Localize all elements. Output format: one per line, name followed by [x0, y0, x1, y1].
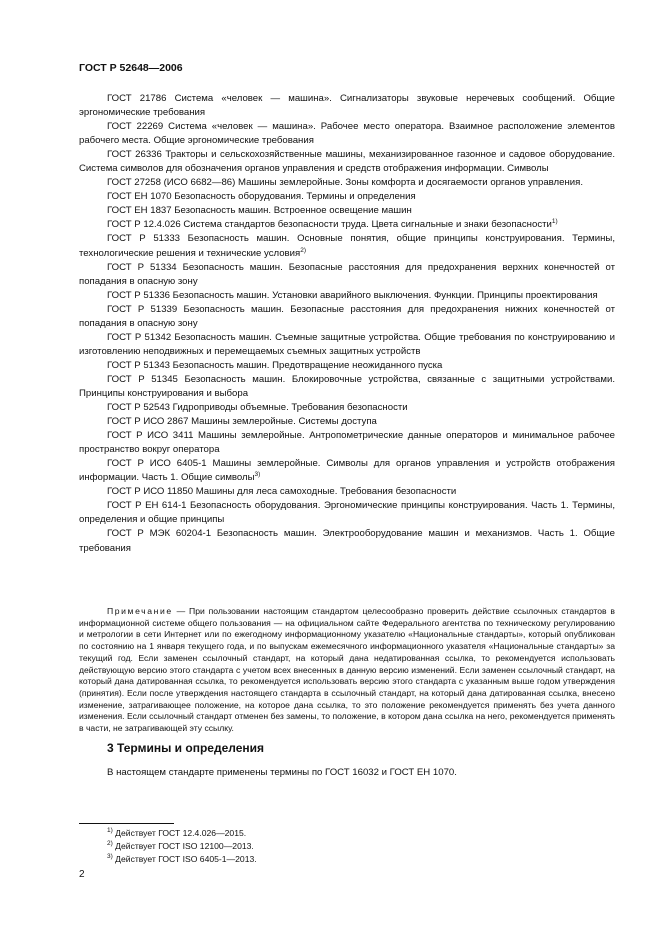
reference-text: ГОСТ Р 51343 Безопасность машин. Предотвращение неожиданного пуска	[107, 359, 443, 371]
footnote-divider	[79, 823, 174, 824]
note-label: Примечание	[107, 606, 173, 616]
footnote-mark: 1)	[107, 827, 113, 835]
footnote-text: Действует ГОСТ ISO 12100—2013.	[115, 840, 254, 851]
reference-item	[79, 148, 615, 176]
reference-item	[79, 527, 615, 555]
reference-item	[79, 261, 615, 289]
footnote-mark: 2)	[300, 246, 306, 254]
reference-item	[79, 289, 615, 303]
footnotes-list	[107, 827, 257, 865]
footnote-mark: 3)	[254, 471, 261, 479]
reference-text: ГОСТ Р 51333 Безопасность машин. Основные понятия, общие принципы конструирования. Термины, технологические решения и технические условия	[79, 233, 615, 259]
footnote-mark: 3)	[107, 852, 113, 860]
reference-text: ГОСТ ЕН 1837 Безопасность машин. Встроенное освещение машин	[107, 205, 412, 217]
reference-text: ГОСТ Р 52543 Гидроприводы объемные. Требования безопасности	[107, 402, 408, 414]
document-header: ГОСТ Р 52648—2006	[79, 62, 183, 74]
note-paragraph	[79, 606, 615, 735]
reference-text: ГОСТ Р 51334 Безопасность машин. Безопасные расстояния для предохранения верхних конечностей от попадания в опасную зону	[79, 261, 615, 287]
reference-text: ГОСТ Р 51336 Безопасность машин. Установки аварийного выключения. Функции. Принципы проектирования	[107, 289, 598, 301]
reference-item	[79, 359, 615, 373]
note-text: При пользовании настоящим стандартом целесообразно проверить действие ссылочных стандартов в информационной системе общего пользования — на официальном сайте Федерального агентства по техническому регулированию и метрологии в сети Интернет или по ежегодному информационному указателю «Национальные стандарты», который опубликован по состоянию на 1 января текущего года, и по выпускам ежемесячного информационного указателя «Национальные стандарты» за текущий год. Если заменен ссылочный стандарт, на который дана недатированная ссылка, то рекомендуется использовать действующую версию этого стандарта с учетом всех внесенных в данную версию изменений. Если заменен ссылочный стандарт, на который дана датированная ссылка, то рекомендуется использовать версию этого стандарта с указанным выше годом утверждения (принятия). Если после утверждения настоящего стандарта в ссылочный стандарт, на который дана датированная ссылка, внесено изменение, затрагивающее положение, на которое дана ссылка, то это положение рекомендуется применять без учета данного изменения. Если ссылочный стандарт отменен без замены, то положение, в котором дана ссылка на него, рекомендуется применять в части, не затрагивающей эту ссылку.	[79, 606, 615, 734]
footnote-text: Действует ГОСТ 12.4.026—2015.	[115, 828, 247, 838]
reference-text: ГОСТ Р 51342 Безопасность машин. Съемные защитные устройства. Общие требования по конструированию и изготовлению неподвижных и перемещаемых съемных защитных устройств	[79, 331, 615, 357]
section-text: В настоящем стандарте применены термины по ГОСТ 16032 и ГОСТ ЕН 1070.	[107, 767, 457, 778]
reference-item	[79, 415, 615, 429]
reference-text: ГОСТ Р МЭК 60204-1 Безопасность машин. Электрооборудование машин и механизмов. Часть 1. Общие требования	[79, 528, 615, 554]
footnote-item	[107, 853, 257, 866]
reference-text: ГОСТ ЕН 1070 Безопасность оборудования. Термины и определения	[107, 191, 416, 203]
footnote-text: Действует ГОСТ ISO 6405-1—2013.	[115, 853, 257, 864]
footnote-mark: 1)	[551, 218, 558, 226]
reference-text: ГОСТ Р ИСО 2867 Машины землеройные. Системы доступа	[107, 416, 377, 428]
normative-references-list	[79, 92, 615, 556]
reference-item	[79, 204, 615, 218]
reference-item	[79, 373, 615, 401]
reference-item	[79, 92, 615, 120]
reference-item	[79, 232, 615, 260]
reference-item	[79, 429, 615, 457]
reference-item	[79, 218, 615, 232]
reference-item	[79, 499, 615, 527]
reference-text: ГОСТ 26336 Тракторы и сельскохозяйственные машины, механизированное газонное и садовое оборудование. Система символов для обозначения органов управления и средств отображения информации. Символы	[79, 149, 615, 175]
reference-item	[79, 485, 615, 499]
page-number: 2	[79, 869, 85, 880]
reference-text: ГОСТ Р 51345 Безопасность машин. Блокировочные устройства, связанные с защитными устройствами. Принципы конструирования и выбора	[79, 373, 615, 399]
note-dash: —	[172, 606, 190, 616]
reference-text: ГОСТ Р ИСО 6405-1 Машины землеройные. Символы для органов управления и устройств отображения информации. Часть 1. Общие символы	[79, 458, 615, 484]
reference-text: ГОСТ 22269 Система «человек — машина». Рабочее место оператора. Взаимное расположение элементов рабочего места. Общие эргономические требования	[79, 121, 615, 147]
footnote-item	[107, 840, 257, 853]
reference-text: ГОСТ Р ИСО 3411 Машины землеройные. Антропометрические данные операторов и минимальное рабочее пространство вокруг оператора	[79, 430, 615, 456]
reference-item	[79, 457, 615, 485]
reference-item	[79, 331, 615, 359]
reference-item	[79, 120, 615, 148]
reference-text: ГОСТ Р 12.4.026 Система стандартов безопасности труда. Цвета сигнальные и знаки безопасности	[107, 219, 552, 231]
reference-text: ГОСТ Р ИСО 11850 Машины для леса самоходные. Требования безопасности	[107, 486, 457, 498]
reference-item	[79, 401, 615, 415]
section-title: 3 Термины и определения	[107, 741, 265, 755]
reference-item	[79, 303, 615, 331]
footnote-item	[107, 827, 257, 840]
reference-text: ГОСТ 21786 Система «человек — машина». Сигнализаторы звуковые неречевых сообщений. Общие эргономические требования	[79, 93, 615, 119]
reference-text: ГОСТ Р ЕН 614-1 Безопасность оборудования. Эргономические принципы конструирования. Часть 1. Термины, определения и общие принципы	[79, 500, 615, 526]
reference-text: ГОСТ 27258 (ИСО 6682—86) Машины землеройные. Зоны комфорта и досягаемости органов управления.	[107, 177, 583, 189]
reference-item	[79, 190, 615, 204]
reference-item	[79, 176, 615, 190]
reference-text: ГОСТ Р 51339 Безопасность машин. Безопасные расстояния для предохранения нижних конечностей от попадания в опасную зону	[79, 303, 615, 329]
footnote-mark: 2)	[107, 839, 113, 847]
